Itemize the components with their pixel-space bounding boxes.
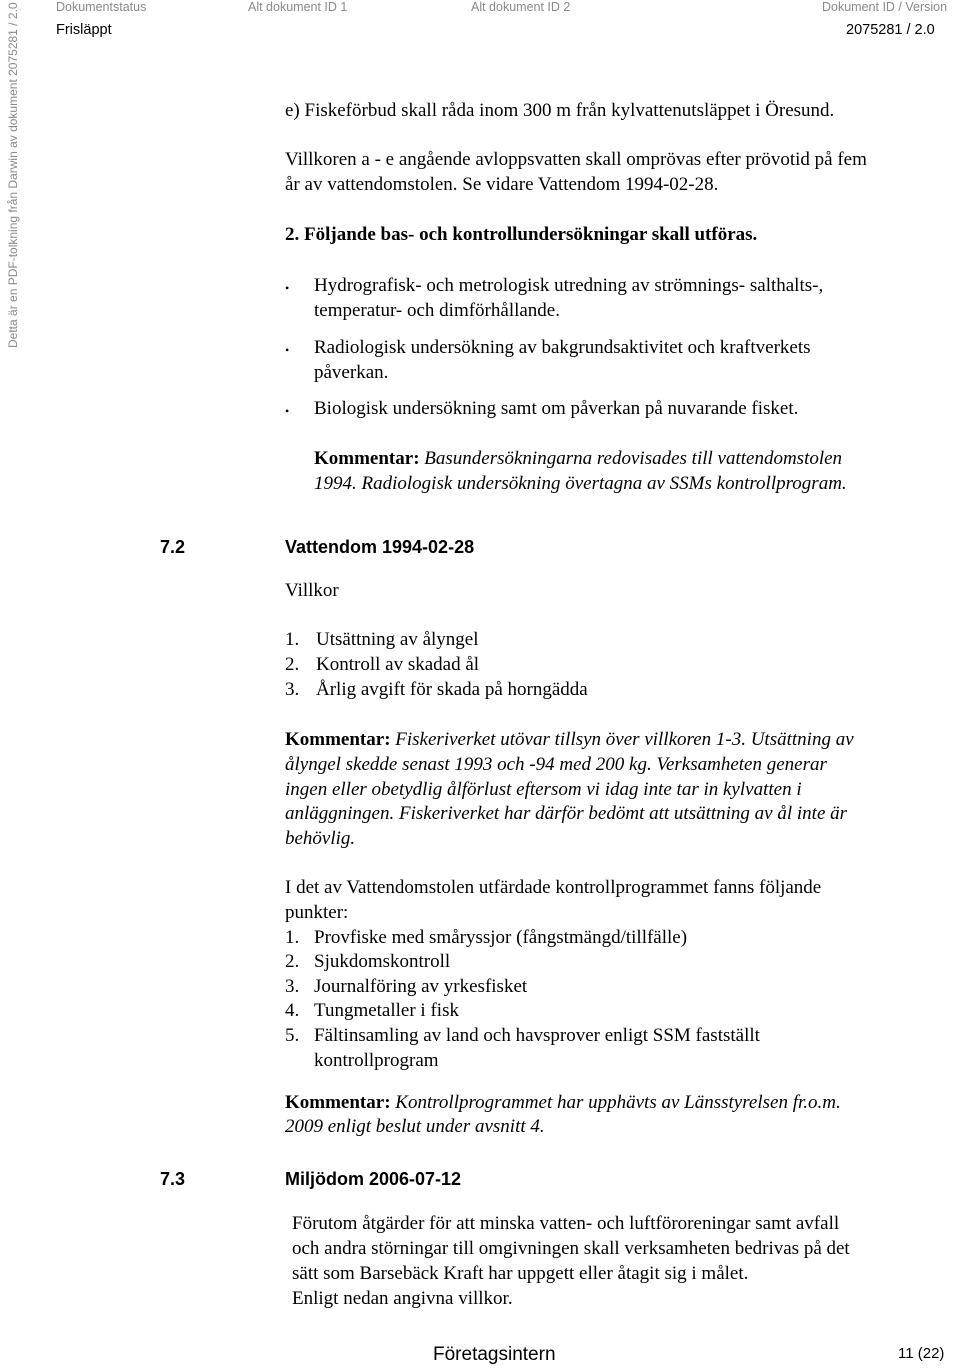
comment-2-text: Fiskeriverket utövar tillsyn över villkoren 1-3. Utsättning av <box>395 729 854 750</box>
line-e: e) Fiskeförbud skall råda inom 300 m från kylvattenutsläppet i Öresund. <box>285 100 835 121</box>
program-list-num-2: 2. <box>285 951 300 972</box>
comment-2-line-3: ingen eller obetydlig ålförlust eftersom vi idag inte tar in kylvatten i <box>285 779 802 800</box>
section-7-3-line-1: Förutom åtgärder för att minska vatten- och luftföroreningar samt avfall <box>292 1213 840 1234</box>
program-list-item-2: Sjukdomskontroll <box>314 951 451 972</box>
program-list-item-1: Provfiske med småryssjor (fångstmängd/tillfälle) <box>314 927 688 948</box>
footer-page-number: 11 (22) <box>898 1345 945 1362</box>
comment-1-text: Basundersökningarna redovisades till vattendomstolen <box>424 448 843 469</box>
comment-1-line-2: 1994. Radiologisk undersökning övertagna av SSMs kontrollprogram. <box>314 473 847 494</box>
section-7-3-title: Miljödom 2006-07-12 <box>285 1169 462 1189</box>
bullet-2-line-1: Radiologisk undersökning av bakgrundsaktivitet och kraftverkets <box>314 337 811 358</box>
bullet-icon: • <box>285 281 290 295</box>
program-list-num-5: 5. <box>285 1025 300 1046</box>
comment-3-line-2: 2009 enligt beslut under avsnitt 4. <box>285 1116 545 1137</box>
section-7-3-line-2: och andra störningar till omgivningen skall verksamheten bedrivas på det <box>292 1238 850 1259</box>
program-list-item-4: Tungmetaller i fisk <box>314 1000 459 1021</box>
heading-2: 2. Följande bas- och kontrollundersökningar skall utföras. <box>285 224 758 245</box>
comment-2-line-5: behövlig. <box>285 828 356 849</box>
comment-2-line-4: anläggningen. Fiskeriverket har därför bedömt att utsättning av ål inte är <box>285 803 848 824</box>
header-docid-label: Dokument ID / Version <box>822 0 948 14</box>
header-status-label: Dokumentstatus <box>56 0 147 14</box>
comment-2-line-2: ålyngel skedde senast 1993 och -94 med 200 kg. Verksamheten generar <box>285 754 827 775</box>
footer-classification: Företagsintern <box>433 1344 556 1365</box>
section-7-3-line-3: sätt som Barsebäck Kraft har uppgett eller åtagit sig i målet. <box>292 1263 749 1284</box>
comment-1-line-1 <box>314 448 842 470</box>
section-7-3-line-4: Enligt nedan angivna villkor. <box>292 1288 513 1309</box>
header-alt1-label: Alt dokument ID 1 <box>248 0 348 14</box>
program-intro-line-2: punkter: <box>285 902 349 923</box>
program-list-num-3: 3. <box>285 976 300 997</box>
villkor-list-item-3: Årlig avgift för skada på horngädda <box>316 679 588 700</box>
program-list-item-3: Journalföring av yrkesfisket <box>314 976 528 997</box>
villkor-list-item-1: Utsättning av ålyngel <box>316 629 479 650</box>
header-alt2-label: Alt dokument ID 2 <box>471 0 571 14</box>
bullet-icon: • <box>285 343 290 357</box>
bullet-3-line-1: Biologisk undersökning samt om påverkan på nuvarande fisket. <box>314 398 799 419</box>
comment-3-label: Kommentar: <box>285 1092 391 1113</box>
comment-2-line-1 <box>285 729 854 751</box>
villkor-list-num-1: 1. <box>285 629 300 650</box>
section-7-3-number: 7.3 <box>160 1169 186 1189</box>
program-list-item-5-cont: kontrollprogram <box>314 1050 439 1071</box>
villkor-list-num-2: 2. <box>285 654 300 675</box>
header-status-value: Frisläppt <box>56 22 112 38</box>
section-7-2-title: Vattendom 1994-02-28 <box>285 537 475 557</box>
villkor-heading: Villkor <box>285 580 339 601</box>
bullet-1-line-1: Hydrografisk- och metrologisk utredning av strömnings- salthalts-, <box>314 275 824 296</box>
program-list-item-5: Fältinsamling av land och havsprover enligt SSM fastställt <box>314 1025 760 1046</box>
villkor-line-2: år av vattendomstolen. Se vidare Vattendom 1994-02-28. <box>285 174 719 195</box>
section-7-2-number: 7.2 <box>160 537 186 557</box>
side-note: Detta är en PDF-tolkning från Darwin av dokument 2075281 / 2.0 <box>6 2 20 348</box>
program-list-num-1: 1. <box>285 927 300 948</box>
villkor-list-item-2: Kontroll av skadad ål <box>316 654 480 675</box>
bullet-2-line-2: påverkan. <box>314 362 389 383</box>
comment-2-label: Kommentar: <box>285 729 391 750</box>
bullet-icon: • <box>285 404 290 418</box>
comment-1-label: Kommentar: <box>314 448 420 469</box>
program-list-num-4: 4. <box>285 1000 300 1021</box>
comment-3-text: Kontrollprogrammet har upphävts av Länsstyrelsen fr.o.m. <box>395 1092 841 1113</box>
villkor-list-num-3: 3. <box>285 679 300 700</box>
bullet-1-line-2: temperatur- och dimförhållande. <box>314 300 560 321</box>
comment-3-line-1 <box>285 1092 841 1114</box>
villkor-line-1: Villkoren a - e angående avloppsvatten skall omprövas efter prövotid på fem <box>285 149 867 170</box>
header-docid-value: 2075281 / 2.0 <box>846 22 935 38</box>
program-intro-line-1: I det av Vattendomstolen utfärdade kontrollprogrammet fanns följande <box>285 877 822 898</box>
